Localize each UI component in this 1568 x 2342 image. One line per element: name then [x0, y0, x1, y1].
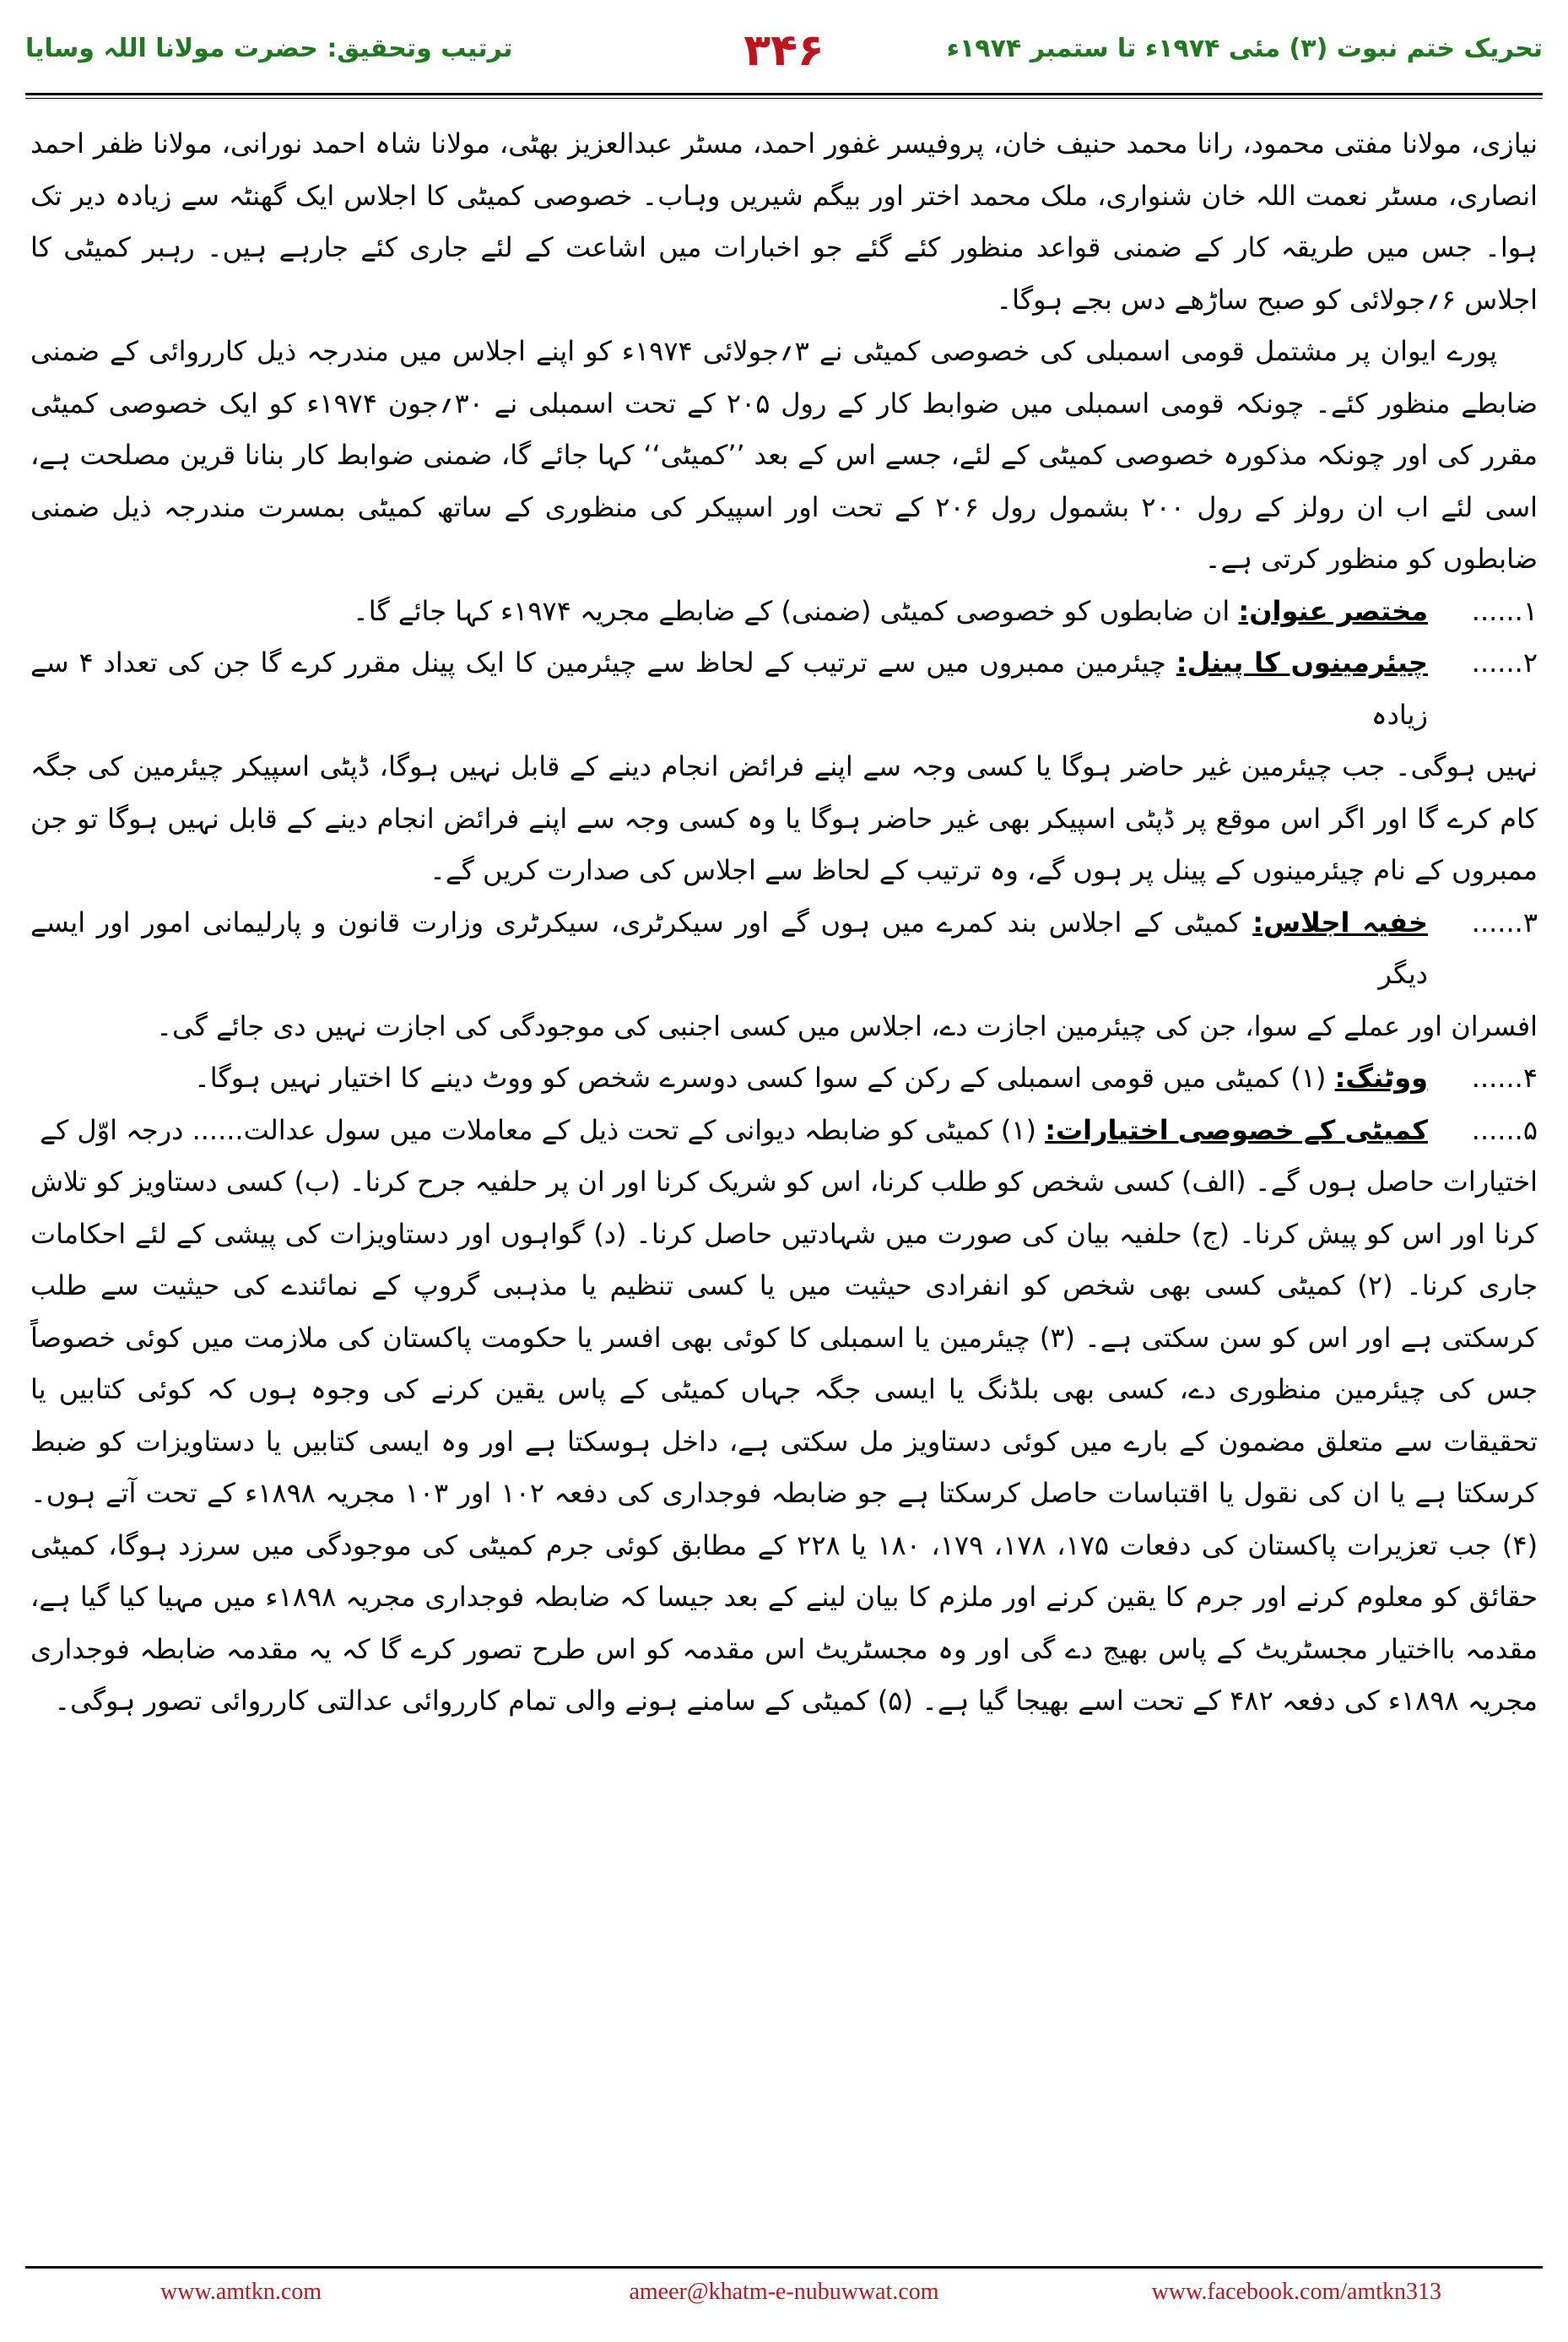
rule-body: [30, 637, 1428, 741]
rule-text: ان ضابطوں کو خصوصی کمیٹی (ضمنی) کے ضابطے مجریہ ۱۹۷۴ء کہا جائے گا۔: [352, 594, 1230, 627]
rule-item-5: [30, 1105, 1538, 1157]
rule-continuation: اختیارات حاصل ہوں گے۔ (الف) کسی شخص کو طلب کرنا، اس کو شریک کرنا اور ان پر حلفیہ جرح کرنا۔ (ب) کسی دستاویز کو تلاش کرنا اور اس کو پیش کرنا۔ (ج) حلفیہ بیان کی صورت میں شہادتیں حاصل کرنا۔ (د) گواہوں اور دستاویزات کی پیشی کے لئے احکامات جاری کرنا۔ (۲) کمیٹی کسی بھی شخص کو انفرادی حیثیت میں یا کسی تنظیم یا مذہبی گروپ کے نمائندے کی حیثیت سے طلب کرسکتی ہے اور اس کو سن سکتی ہے۔ (۳) چیئرمین یا اسمبلی کا کوئی بھی افسر یا حکومت پاکستان کی ملازمت میں کوئی خصوصاً جس کی چیئرمین منظوری دے، کسی بھی بلڈنگ یا ایسی جگہ جہاں کمیٹی کے پاس یقین کرنے کی وجوہ ہوں کہ کوئی کتابیں یا تحقیقات سے متعلق مضمون کے بارے میں کوئی دستاویز مل سکتی ہے، داخل ہوسکتا ہے اور وہ ایسی کتابیں یا دستاویزات کو ضبط کرسکتا ہے یا ان کی نقول یا اقتباسات حاصل کرسکتا ہے جو ضابطہ فوجداری کی دفعہ ۱۰۲ اور ۱۰۳ مجریہ ۱۸۹۸ء کے تحت آتے ہوں۔ (۴) جب تعزیرات پاکستان کی دفعات ۱۷۵، ۱۷۸، ۱۷۹، ۱۸۰ یا ۲۲۸ کے مطابق کوئی جرم کمیٹی کی موجودگی میں سرزد ہوگا، کمیٹی حقائق کو معلوم کرنے اور جرم کا یقین کرنے اور ملزم کا بیان لینے کے بعد جیسا کہ ضابطہ فوجداری مجریہ ۱۸۹۸ء میں مہیا کیا گیا ہے، مقدمہ بااختیار مجسٹریٹ کے پاس بھیج دے گی اور وہ مجسٹریٹ اس مقدمہ کو اس طرح تصور کرے گا کہ یہ مقدمہ ضابطہ فوجداری مجریہ ۱۸۹۸ء کی دفعہ ۴۸۲ کے تحت اسے بھیجا گیا ہے۔ (۵) کمیٹی کے سامنے ہونے والی تمام کارروائی عدالتی کارروائی تصور ہوگی۔: [30, 1166, 1538, 1717]
header-divider: [25, 93, 1543, 99]
rule-body: [30, 897, 1428, 1001]
rule-continuation: نہیں ہوگی۔ جب چیئرمین غیر حاضر ہوگا یا کسی وجہ سے اپنے فرائض انجام دینے کے قابل نہیں ہوگا، ڈپٹی اسپیکر چیئرمین کی جگہ کام کرے گا اور اگر اس موقع پر ڈپٹی اسپیکر بھی غیر حاضر ہوگا یا وہ کسی وجہ سے اپنے فرائض انجام دینے کے قابل نہیں ہوگا تو جن ممبروں کے نام چیئرمینوں کے پینل پر ہوں گے، وہ ترتیب کے لحاظ سے اجلاس کی صدارت کریں گے۔: [30, 750, 1538, 886]
rule-text: (۱) کمیٹی کو ضابطہ دیوانی کے تحت ذیل کے معاملات میں سول عدالت...... درجہ اوّل کے: [40, 1113, 1037, 1146]
rule-text: (۱) کمیٹی میں قومی اسمبلی کے رکن کے سوا کسی دوسرے شخص کو ووٹ دینے کا اختیار نہیں ہوگا۔: [194, 1062, 1327, 1094]
facebook-link[interactable]: www.facebook.com/amtkn313: [1151, 2279, 1441, 2305]
paragraph-1: نیازی، مولانا مفتی محمود، رانا محمد حنیف خان، پروفیسر غفور احمد، مسٹر عبدالعزیز بھٹی، مولانا شاہ احمد نورانی، مولانا ظفر احمد انصاری، مسٹر نعمت اللہ خان شنواری، ملک محمد اختر اور بیگم شیریں وہاب۔ خصوصی کمیٹی کا اجلاس ایک گھنٹہ سے زیادہ دیر تک ہوا۔ جس میں طریقہ کار کے ضمنی قواعد منظور کئے گئے جو اخبارات میں اشاعت کے لئے جاری کئے جارہے ہیں۔ رہبر کمیٹی کا اجلاس ۶؍جولائی کو صبح ساڑھے دس بجے ہوگا۔: [30, 127, 1538, 316]
rule-number: ۳......: [1471, 906, 1538, 938]
rule-item-1: [30, 586, 1538, 638]
rule-continuation: افسران اور عملے کے سوا، جن کی چیئرمین اجازت دے، اجلاس میں کسی اجنبی کی موجودگی کی اجازت نہیں دی جائے گی۔: [156, 1009, 1538, 1042]
page-number: ۳۴۶: [743, 25, 825, 76]
rule-body: [30, 1052, 1428, 1105]
book-title: تحریک ختم نبوت (۳) مئی ۱۹۷۴ء تا ستمبر ۱۹۷۴ء: [946, 34, 1543, 63]
paragraph-2: پورے ایوان پر مشتمل قومی اسمبلی کی خصوصی کمیٹی نے ۳؍جولائی ۱۹۷۴ء کو اپنے اجلاس میں مندرجہ ذیل کارروائی کے ضمنی ضابطے منظور کئے۔ چونکہ قومی اسمبلی میں ضوابط کار کے رول ۲۰۵ کے تحت اسمبلی نے ۳۰؍جون ۱۹۷۴ء کو ایک خصوصی کمیٹی مقرر کی اور چونکہ مذکورہ خصوصی کمیٹی کے لئے، جسے اس کے بعد ’’کمیٹی‘‘ کہا جائے گا، ضمنی ضوابط کار بنانا قرین مصلحت ہے، اسی لئے اب ان رولز کے رول ۲۰۰ بشمول رول ۲۰۶ کے تحت اور اسپیکر کی منظوری کے ساتھ کمیٹی بمسرت مندرجہ ذیل ضمنی ضابطوں کو منظور کرتی ہے۔: [30, 335, 1538, 575]
website-link[interactable]: www.amtkn.com: [160, 2279, 322, 2305]
page-footer: [25, 2279, 1543, 2321]
page-body: [30, 118, 1538, 2203]
rule-number: ۵......: [1471, 1113, 1538, 1146]
rule-body: [30, 586, 1428, 638]
rule-heading: کمیٹی کے خصوصی اختیارات:: [1045, 1113, 1428, 1146]
rule-item-3: [30, 897, 1538, 1001]
rule-item-2: [30, 637, 1538, 741]
rule-item-4: [30, 1052, 1538, 1105]
rule-heading: مختصر عنوان:: [1238, 594, 1428, 627]
email-link[interactable]: ameer@khatm-e-nubuwwat.com: [629, 2279, 939, 2305]
rule-text: چیئرمین ممبروں میں سے ترتیب کے لحاظ سے چیئرمین کا ایک پینل مقرر کرے گا جن کی تعداد ۴ سے زیادہ: [30, 646, 1428, 731]
author-credit: ترتیب وتحقیق: حضرت مولانا اللہ وسایا: [25, 34, 513, 63]
rule-number: ۱......: [1471, 594, 1538, 627]
rule-body: [30, 1105, 1428, 1157]
footer-divider: [25, 2266, 1543, 2269]
rule-heading: چیئرمینوں کا پینل:: [1176, 646, 1429, 679]
rule-number: ۲......: [1471, 646, 1538, 679]
page-header: [25, 25, 1543, 84]
rule-heading: ووٹنگ:: [1334, 1062, 1428, 1094]
rule-number: ۴......: [1471, 1062, 1538, 1094]
rule-heading: خفیہ اجلاس:: [1252, 906, 1429, 938]
rule-text: کمیٹی کے اجلاس بند کمرے میں ہوں گے اور سیکرٹری، سیکرٹری وزارت قانون و پارلیمانی امور اور ایسے دیگر: [30, 906, 1428, 990]
